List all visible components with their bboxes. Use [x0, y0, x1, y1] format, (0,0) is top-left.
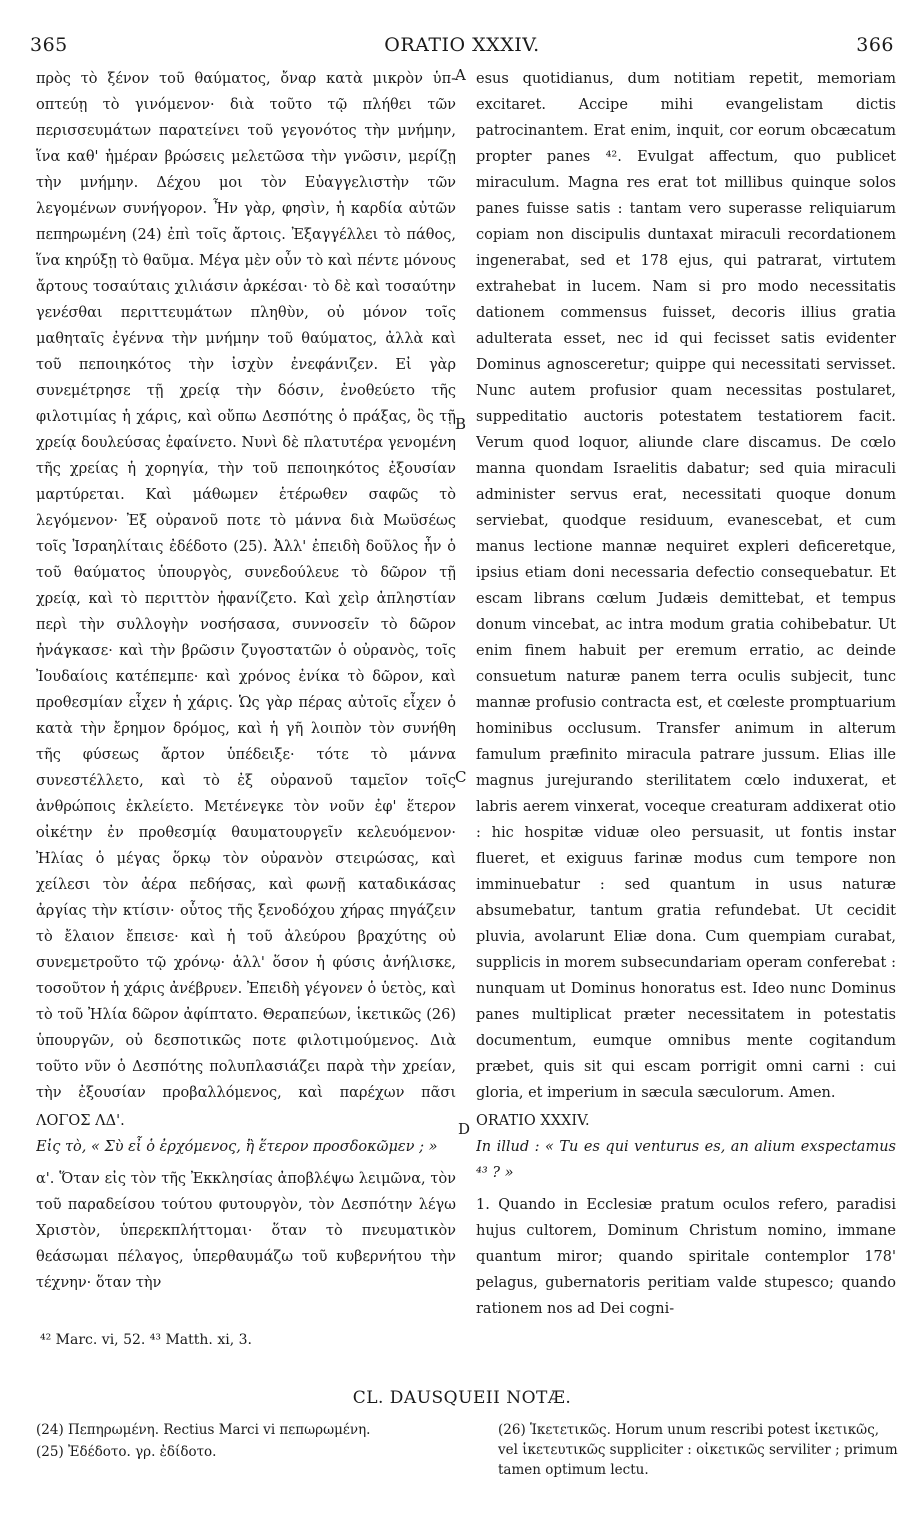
latin-oration-title: In illud : « Tu es qui venturus es, an alium exspectamus ⁴³ ? »	[476, 1139, 896, 1181]
page-header	[30, 34, 894, 62]
page-number-left: 365	[30, 34, 68, 56]
margin-marker-d: D	[458, 1120, 471, 1138]
note-25: (25) Ἐδέδοτο. γρ. ἐδίδοτο.	[36, 1444, 217, 1460]
latin-main-text: esus quotidianus, dum notitiam repetit, memoriam excitaret. Accipe mihi evangelistam dictis patrocinantem. Erat enim, inquit, cor eorum obcæcatum propter panes ⁴². Evulgat affectum, quo publicet miraculum. Magna res erat tot millibus quinque solos panes fuisse satis : tantam vero superasse reliquiarum copiam non discipulis duntaxat miraculi recordationem ingenerabat, sed et 178 ejus, qui patrarat, virtutem extrahebat in lucem. Nam si pro modo necessitatis dationem commensus fuisset, decoris illius gratia adulterata esset, nec id qui fecisset satis evidenter Dominus agnosceretur; quippe qui necessitati servisset. Nunc autem profusior quam necessitas postularet, suppeditatio auctoris potestatem testatiorem facit. Verum quod loquor, aliunde clare discamus. De cœlo manna quondam Israelitis dabatur; sed quia miraculi administer servus erat, necessitati quoque donum serviebat, quodque residuum, evanescebat, et cum manus lectione mannæ nequiret expleri deficeretque, ipsius etiam doni necessaria defectio consequebatur. Et escam librans cœlum Judæis demittebat, et tempus donum vincebat, ac intra modum gratia cohibebatur. Ut enim finem habuit per eremum erratio, ac deinde consuetum naturæ panem terra oculis subjecit, tunc mannæ profusio contracta est, et cœleste promptuarium hominibus occlusum. Transfer animum in alterum famulum præfinito miracula patrare jussum. Elias ille magnus jurejurando sterilitatem cœlo induxerat, et labris aerem vinxerat, voceque creaturam addixerat otio : hic hospitæ viduæ oleo persuasit, ut fontis instar flueret, et exiguus farinæ modus cum tempore non imminuebatur : sed quantum in usus naturæ absumebatur, tantum gratia refundebat. Ut cecidit pluvia, avolarunt Eliæ dona. Cum quempiam curabat, supplicis in morem subsecundariam operam conferebat : nunquam ut Dominus honoratus est. Ideo nunc Dominus panes multiplicat præter necessitatem in potestatis documentum, eumque omnibus mente cogitandum præbet, quis sit qui escam porrigit omni carni : cui gloria, et imperium in sæcula sæculorum. Amen.	[476, 71, 896, 1101]
latin-oration-heading: ORATIO XXXIV.	[476, 1113, 590, 1129]
running-title: ORATIO XXXIV.	[384, 34, 540, 56]
greek-column	[36, 66, 456, 1328]
note-24: (24) Πεπηρωμένη. Rectius Marci vi πεπωρωμένη.	[36, 1422, 371, 1438]
notes-right-column	[498, 1420, 898, 1482]
latin-column	[476, 66, 896, 1328]
latin-oration-text: 1. Quando in Ecclesiæ pratum oculos refero, paradisi hujus cultorem, Dominum Christum nomino, immane quantum miror; quando spiritale contemplor 178' pelagus, gubernatoris peritiam valde stupesco; quando rationem nos ad Dei cogni-	[476, 1197, 896, 1317]
margin-marker-a: A	[455, 66, 466, 84]
notes-title: CL. DAUSQUEII NOTÆ.	[352, 1388, 572, 1408]
greek-oration-title: Εἰς τὸ, « Σὺ εἶ ὁ ἐρχόμενος, ἢ ἕτερον προσδοκῶμεν ; »	[36, 1139, 438, 1155]
notes-left-column	[36, 1420, 456, 1464]
page-number-right: 366	[856, 34, 894, 56]
footnotes: ⁴² Marc. vi, 52. ⁴³ Matth. xi, 3.	[40, 1332, 252, 1348]
greek-oration-heading: ΛΟΓΟΣ ΛΔ'.	[36, 1113, 125, 1129]
margin-marker-b: B	[455, 415, 467, 433]
note-26: (26) Ἱκετετικῶς. Horum unum rescribi potest ἱκετικῶς, vel ἱκετευτικῶς suppliciter : οἰκετικῶς serviliter ; primum tamen optimum lectu.	[498, 1422, 898, 1478]
margin-marker-c: C	[455, 768, 467, 786]
greek-oration-text: α'. Ὅταν εἰς τὸν τῆς Ἐκκλησίας ἀποβλέψω λειμῶνα, τὸν τοῦ παραδείσου τούτου φυτουργὸν, τὸν Δεσπότην λέγω Χριστὸν, ὑπερεκπλήττομαι· ὅταν τὸ πνευματικὸν θεάσωμαι πέλαγος, ὑπερθαυμάζω τοῦ κυβερνήτου τὴν τέχνην· ὅταν τὴν	[36, 1171, 456, 1291]
greek-main-text: πρὸς τὸ ξένον τοῦ θαύματος, ὄναρ κατὰ μικρὸν ὑπ-οπτεύῃ τὸ γινόμενον· διὰ τοῦτο τῷ πλήθει τῶν περισσευμάτων παρατείνει τοῦ γεγονότος τὴν μνήμην, ἵνα καθ' ἡμέραν βρώσεις μελετῶσα τὴν γνῶσιν, μερίζῃ τὴν μνήμην. Δέχου μοι τὸν Εὐαγγελιστὴν τῶν λεγομένων συνήγορον. Ἦν γὰρ, φησὶν, ἡ καρδία αὐτῶν πεπηρωμένη (24) ἐπὶ τοῖς ἄρτοις. Ἐξαγγέλλει τὸ πάθος, ἵνα κηρύξῃ τὸ θαῦμα. Μέγα μὲν οὖν τὸ καὶ πέντε μόνους ἄρτους τοσαύταις χιλιάσιν ἀρκέσαι· τὸ δὲ καὶ τοσαύτην γενέσθαι περιττευμάτων πληθὺν, οὐ μόνον τοῖς μαθηταῖς ἐγέννα τὴν μνήμην τοῦ θαύματος, ἀλλὰ καὶ τοῦ πεποιηκότος τὴν ἰσχὺν ἐνεφάνιζεν. Εἰ γὰρ συνεμέτρησε τῇ χρείᾳ τὴν δόσιν, ἐνοθεύετο τῆς φιλοτιμίας ἡ χάρις, καὶ οὔπω Δεσπότης ὁ πράξας, ὃς τῇ χρείᾳ δουλεύσας ἐφαίνετο. Νυνὶ δὲ πλατυτέρα γενομένη τῆς χρείας ἡ χορηγία, τὴν τοῦ πεποιηκότος ἐξουσίαν μαρτύρεται. Καὶ μάθωμεν ἑτέρωθεν σαφῶς τὸ λεγόμενον· Ἐξ οὐρανοῦ ποτε τὸ μάννα διὰ Μωϋσέως τοῖς Ἰσραηλίταις ἐδέδοτο (25). Ἀλλ' ἐπειδὴ δοῦλος ἦν ὁ τοῦ θαύματος ὑπουργὸς, συνεδούλευε τὸ δῶρον τῇ χρείᾳ, καὶ τὸ περιττὸν ἠφανίζετο. Καὶ χεὶρ ἀπληστίαν περὶ τὴν συλλογὴν νοσήσασα, συννοσεῖν τὸ δῶρον ἠνάγκασε· καὶ τὴν βρῶσιν ζυγοστατῶν ὁ οὐρανὸς, τοῖς Ἰουδαίοις κατέπεμπε· καὶ χρόνος ἐνίκα τὸ δῶρον, καὶ προθεσμίαν εἶχεν ἡ χάρις. Ὡς γὰρ πέρας αὐτοῖς εἶχεν ὁ κατὰ τὴν ἔρημον δρόμος, καὶ ἡ γῆ λοιπὸν τὸν συνήθη τῆς φύσεως ἄρτον ὑπέδειξε· τότε τὸ μάννα συνεστέλλετο, καὶ τὸ ἐξ οὐρανοῦ ταμεῖον τοῖς ἀνθρώποις ἐκλείετο. Μετένεγκε τὸν νοῦν ἐφ' ἕτερον οἰκέτην ἐν προθεσμίᾳ θαυματουργεῖν κελευόμενον· Ἠλίας ὁ μέγας ὅρκῳ τὸν οὐρανὸν στειρώσας, καὶ χείλεσι τὸν ἀέρα πεδήσας, καὶ φωνῇ καταδικάσας ἀργίας τὴν κτίσιν· οὗτος τῆς ξενοδόχου χήρας πηγάζειν τὸ ἔλαιον ἔπεισε· καὶ ἡ τοῦ ἀλεύρου βραχύτης οὐ συνεμετροῦτο τῷ χρόνῳ· ἀλλ' ὅσον ἡ φύσις ἀνήλισκε, τοσοῦτον ἡ χάρις ἀνέβρυεν. Ἐπειδὴ γέγονεν ὁ ὑετὸς, καὶ τὸ τοῦ Ἠλία δῶρον ἀφίπτατο. Θεραπεύων, ἱκετικῶς (26) ὑπουργῶν, οὐ δεσποτικῶς ποτε φιλοτιμούμενος. Διὰ τοῦτο νῦν ὁ Δεσπότης πολυπλασιάζει παρὰ τὴν χρείαν, τὴν ἐξουσίαν προβαλλόμενος, καὶ παρέχων πᾶσι	[36, 71, 456, 1101]
